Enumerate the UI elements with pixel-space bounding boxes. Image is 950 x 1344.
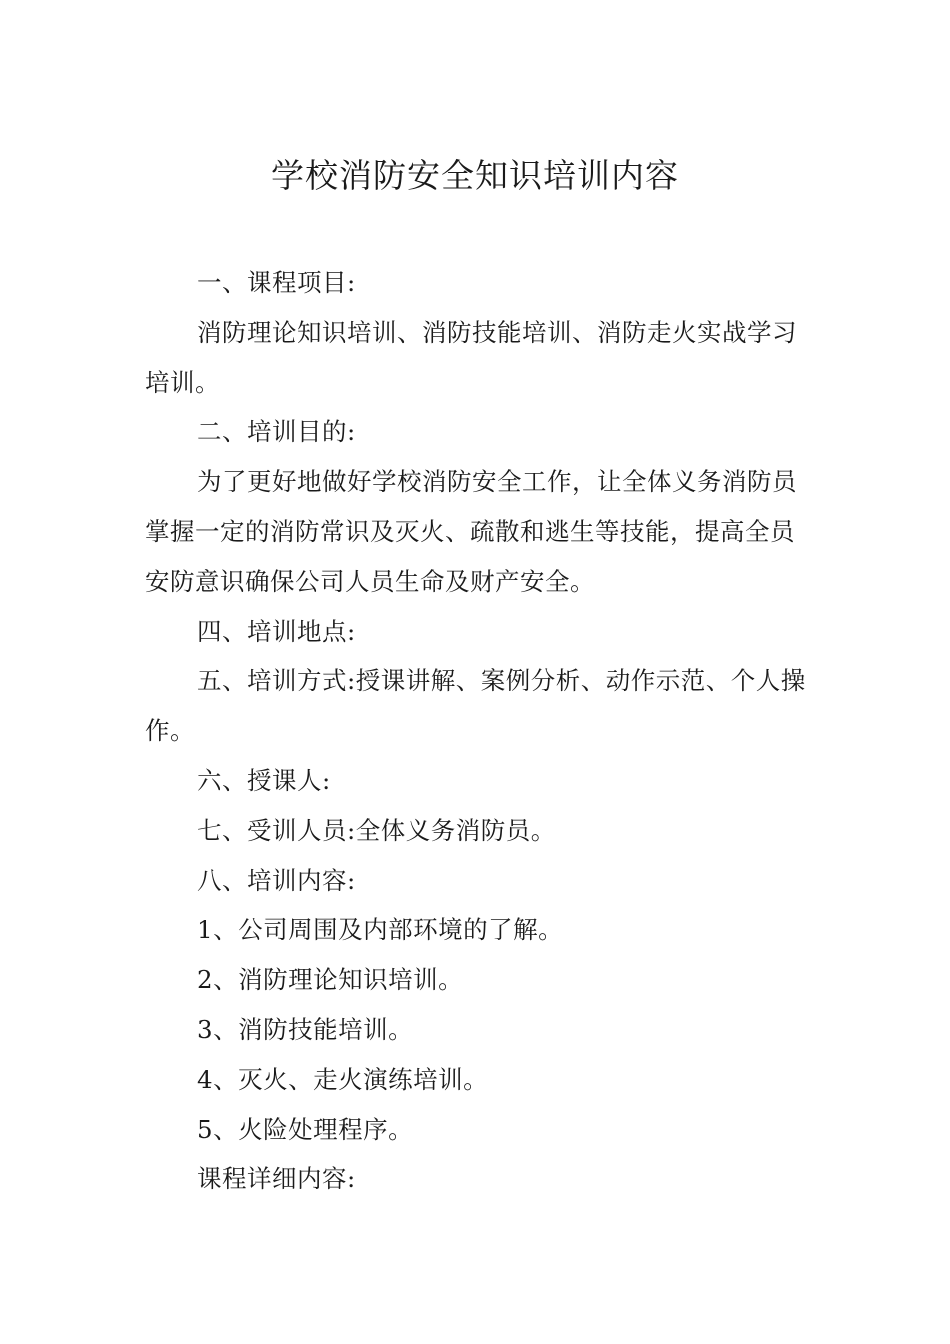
section-heading-instructor: 六、授课人: bbox=[197, 765, 331, 795]
content-list-item: 5、火险处理程序。 bbox=[197, 1114, 414, 1144]
section-trainees: 七、受训人员:全体义务消防员。 bbox=[197, 815, 556, 845]
content-list-item: 2、消防理论知识培训。 bbox=[197, 965, 464, 995]
content-list-item: 4、灭火、走火演练培训。 bbox=[197, 1064, 489, 1094]
content-list-item: 3、消防技能培训。 bbox=[197, 1014, 414, 1044]
content-list-item: 1、公司周围及内部环境的了解。 bbox=[197, 915, 564, 945]
document-title: 学校消防安全知识培训内容 bbox=[271, 156, 679, 195]
training-purpose-text: 为了更好地做好学校消防安全工作，让全体义务消防员掌握一定的消防常识及灭火、疏散和逃生等技能，提高全员安防意识确保公司人员生命及财产安全。 bbox=[145, 467, 797, 596]
section-heading-training-purpose: 二、培训目的: bbox=[197, 417, 356, 447]
section-heading-course-items: 一、课程项目: bbox=[197, 268, 356, 297]
section-heading-training-location: 四、培训地点: bbox=[197, 616, 356, 646]
section-training-method: 五、培训方式:授课讲解、案例分析、动作示范、个人操作。 bbox=[145, 666, 806, 746]
section-heading-training-content: 八、培训内容: bbox=[197, 865, 356, 895]
course-items-text: 消防理论知识培训、消防技能培训、消防走火实战学习培训。 bbox=[145, 317, 797, 397]
section-heading-course-details: 课程详细内容: bbox=[197, 1164, 356, 1194]
document-body bbox=[145, 258, 815, 1204]
